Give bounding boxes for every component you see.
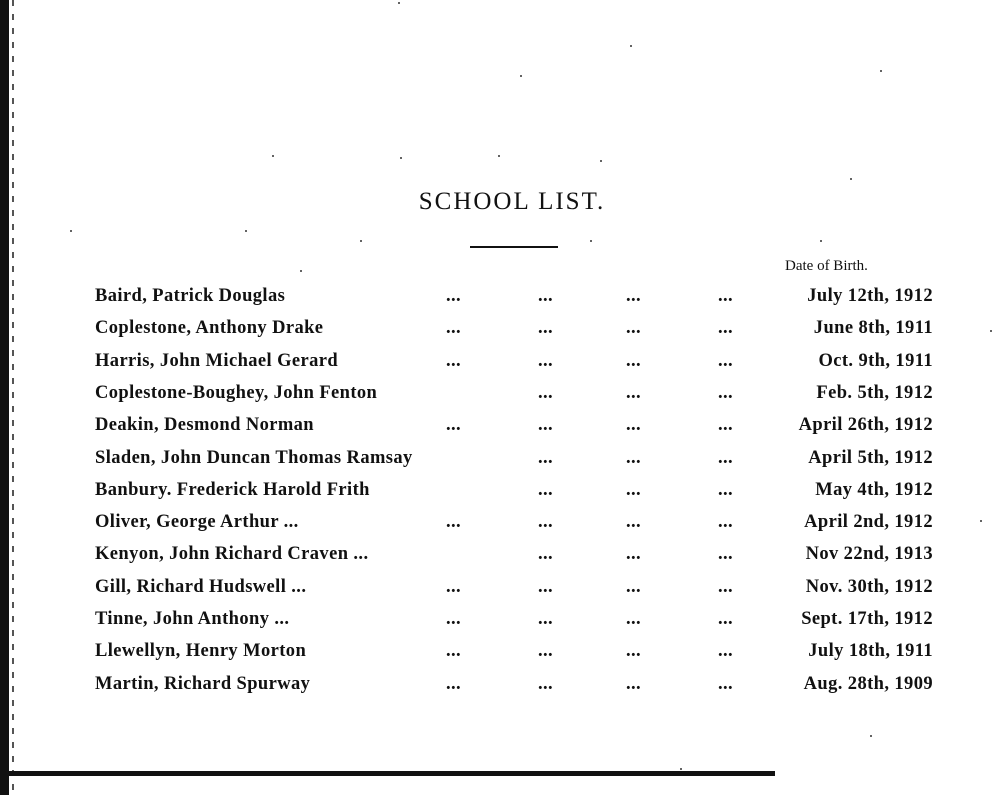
name: Martin, Richard Spurway xyxy=(95,673,311,694)
date-of-birth: April 26th, 1912 xyxy=(798,415,933,436)
date-of-birth: July 18th, 1911 xyxy=(808,641,933,662)
leader-dots: ... xyxy=(538,382,554,403)
date-of-birth: Nov. 30th, 1912 xyxy=(805,576,933,597)
scan-speck xyxy=(245,230,247,232)
scan-speck xyxy=(520,75,522,77)
date-of-birth: April 2nd, 1912 xyxy=(804,512,933,533)
leader-dots: ... xyxy=(446,415,462,436)
leader-dots: ... xyxy=(538,318,554,339)
leader-dots: ... xyxy=(538,641,554,662)
leader-dots: ... xyxy=(538,447,554,468)
list-item xyxy=(0,415,1000,445)
date-of-birth: Sept. 17th, 1912 xyxy=(801,609,933,629)
page-title: SCHOOL LIST. xyxy=(418,188,606,215)
list-item xyxy=(0,544,1000,574)
name: Sladen, John Duncan Thomas Ramsay xyxy=(95,447,413,468)
scan-speck xyxy=(70,230,72,232)
scan-speck xyxy=(600,160,602,162)
scan-speck xyxy=(850,178,852,180)
leader-dots: ... xyxy=(718,609,734,629)
leader-dots: ... xyxy=(626,673,642,694)
date-of-birth: April 5th, 1912 xyxy=(808,447,933,468)
date-of-birth: May 4th, 1912 xyxy=(815,479,933,500)
list-item xyxy=(0,351,1000,381)
scan-speck xyxy=(990,330,992,332)
list-item xyxy=(0,577,1000,607)
scan-speck xyxy=(630,45,632,47)
leader-dots: ... xyxy=(626,609,642,629)
leader-dots: ... xyxy=(446,609,462,629)
leader-dots: ... xyxy=(538,673,554,694)
date-of-birth: Oct. 9th, 1911 xyxy=(818,350,933,371)
name: Coplestone, Anthony Drake xyxy=(95,318,324,339)
list-item xyxy=(0,448,1000,478)
name: Kenyon, John Richard Craven ... xyxy=(95,544,369,565)
leader-dots: ... xyxy=(446,576,462,597)
leader-dots: ... xyxy=(718,318,734,339)
leader-dots: ... xyxy=(446,350,462,371)
name: Banbury. Frederick Harold Frith xyxy=(95,479,370,500)
bottom-rule xyxy=(0,771,775,776)
scan-speck xyxy=(398,2,400,4)
list-item xyxy=(0,383,1000,413)
list-item xyxy=(0,674,1000,704)
scan-speck xyxy=(590,240,592,242)
leader-dots: ... xyxy=(626,576,642,597)
leader-dots: ... xyxy=(718,479,734,500)
name: Tinne, John Anthony ... xyxy=(95,609,290,629)
leader-dots: ... xyxy=(446,318,462,339)
leader-dots: ... xyxy=(538,609,554,629)
list-item xyxy=(0,480,1000,510)
leader-dots: ... xyxy=(538,415,554,436)
scan-speck xyxy=(400,157,402,159)
leader-dots: ... xyxy=(446,673,462,694)
name: Oliver, George Arthur ... xyxy=(95,512,299,533)
scan-speck xyxy=(498,155,500,157)
list-item xyxy=(0,318,1000,348)
date-of-birth: Aug. 28th, 1909 xyxy=(803,673,933,694)
leader-dots: ... xyxy=(626,479,642,500)
leader-dots: ... xyxy=(626,382,642,403)
list-item xyxy=(0,641,1000,671)
leader-dots: ... xyxy=(718,576,734,597)
scan-speck xyxy=(820,240,822,242)
date-of-birth: June 8th, 1911 xyxy=(813,318,933,339)
name: Gill, Richard Hudswell ... xyxy=(95,576,307,597)
list-item xyxy=(0,286,1000,316)
scan-speck xyxy=(880,70,882,72)
name: Llewellyn, Henry Morton xyxy=(95,641,307,662)
scan-speck xyxy=(870,735,872,737)
date-of-birth: July 12th, 1912 xyxy=(807,286,933,306)
leader-dots: ... xyxy=(626,318,642,339)
leader-dots: ... xyxy=(446,286,462,306)
leader-dots: ... xyxy=(718,544,734,565)
leader-dots: ... xyxy=(718,447,734,468)
list-item xyxy=(0,512,1000,542)
leader-dots: ... xyxy=(538,576,554,597)
leader-dots: ... xyxy=(626,350,642,371)
leader-dots: ... xyxy=(626,286,642,306)
date-of-birth: Nov 22nd, 1913 xyxy=(805,544,933,565)
leader-dots: ... xyxy=(718,641,734,662)
leader-dots: ... xyxy=(538,286,554,306)
leader-dots: ... xyxy=(626,512,642,533)
leader-dots: ... xyxy=(538,350,554,371)
leader-dots: ... xyxy=(626,641,642,662)
title-divider xyxy=(470,246,558,248)
leader-dots: ... xyxy=(718,673,734,694)
leader-dots: ... xyxy=(538,544,554,565)
leader-dots: ... xyxy=(626,447,642,468)
leader-dots: ... xyxy=(718,350,734,371)
scan-speck xyxy=(272,155,274,157)
scan-speck xyxy=(680,768,682,770)
date-of-birth: Feb. 5th, 1912 xyxy=(816,382,933,403)
date-of-birth-header: Date of Birth. xyxy=(785,258,868,274)
scan-speck xyxy=(360,240,362,242)
leader-dots: ... xyxy=(446,512,462,533)
leader-dots: ... xyxy=(718,286,734,306)
name: Coplestone-Boughey, John Fenton xyxy=(95,382,378,403)
scan-speck xyxy=(300,270,302,272)
leader-dots: ... xyxy=(718,512,734,533)
name: Harris, John Michael Gerard xyxy=(95,350,339,371)
leader-dots: ... xyxy=(626,544,642,565)
list-item xyxy=(0,609,1000,639)
leader-dots: ... xyxy=(718,415,734,436)
leader-dots: ... xyxy=(626,415,642,436)
leader-dots: ... xyxy=(538,512,554,533)
scan-speck xyxy=(980,520,982,522)
leader-dots: ... xyxy=(718,382,734,403)
name: Baird, Patrick Douglas xyxy=(95,286,286,306)
leader-dots: ... xyxy=(538,479,554,500)
leader-dots: ... xyxy=(446,641,462,662)
name: Deakin, Desmond Norman xyxy=(95,415,314,436)
